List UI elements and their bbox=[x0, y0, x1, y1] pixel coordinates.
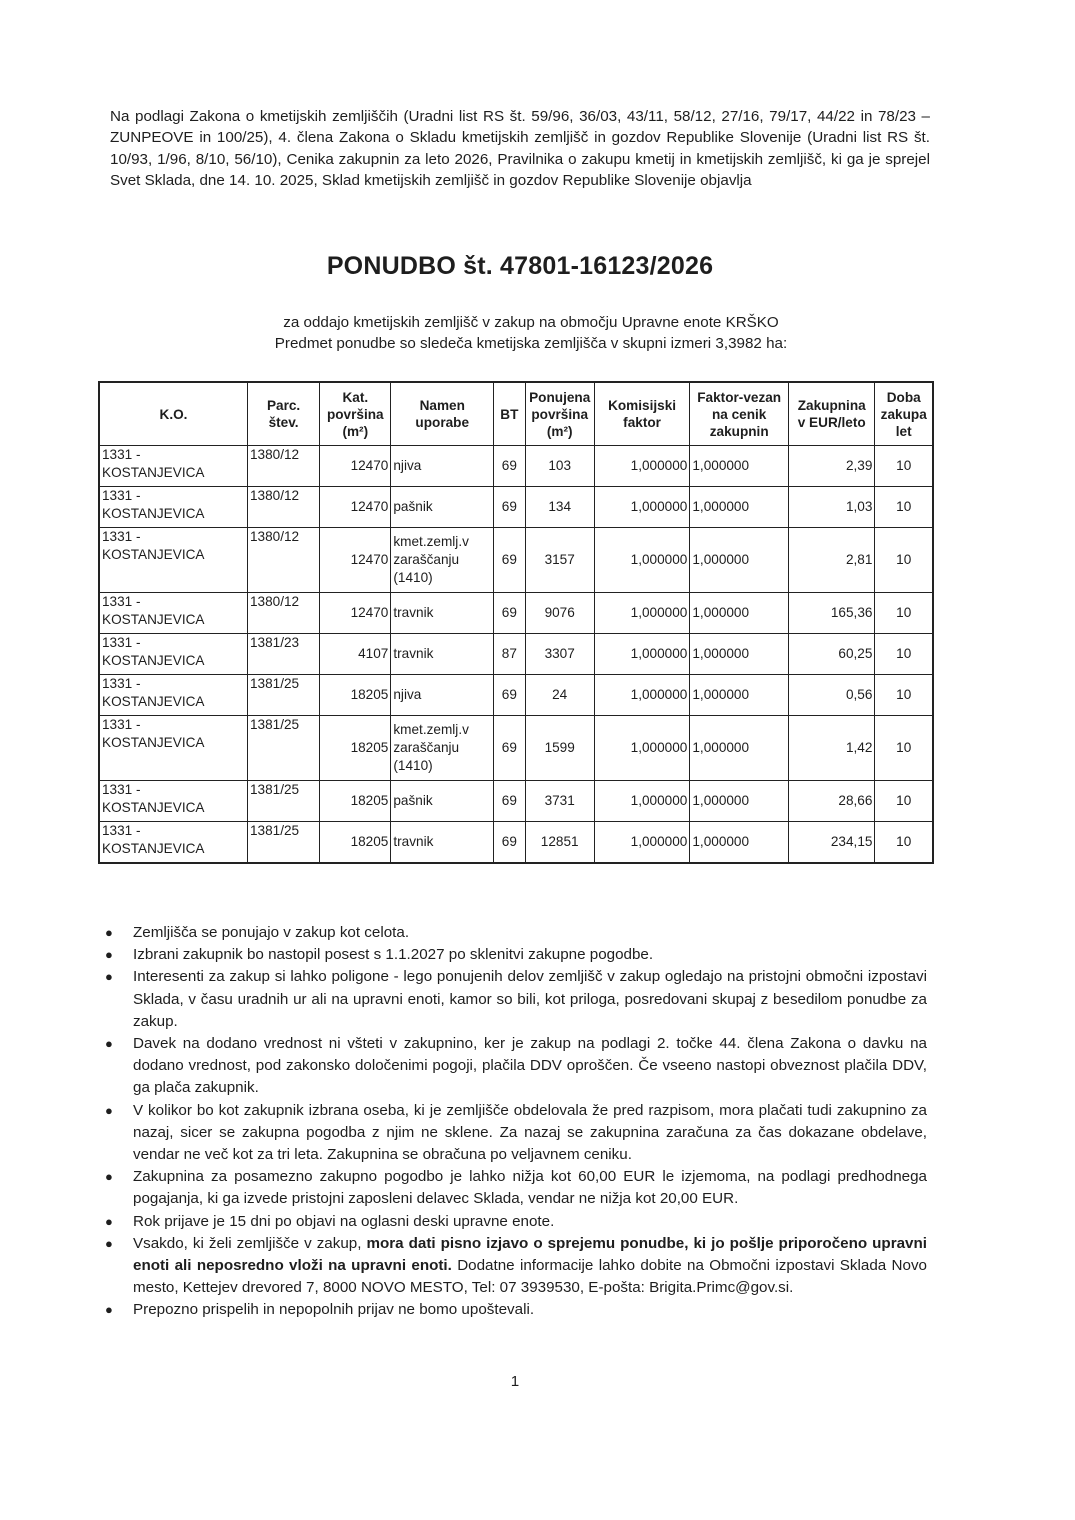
cell-namen: pašnik bbox=[391, 487, 494, 528]
bullet-icon: ● bbox=[105, 1213, 113, 1229]
cell-faktor: 1,000000 bbox=[690, 822, 789, 864]
bullet-icon: ● bbox=[105, 1302, 113, 1318]
cell-bt: 87 bbox=[494, 634, 526, 675]
list-item: ● V kolikor bo kot zakupnik izbrana oseba, ki je zemljišče obdelovala že pred razpisom, mora plačati tudi zakupnino za nazaj, sicer se zakupna pogodba z njim ne sklene. Za nazaj se zakupnina zaračuna za čas dokazane obdelave, vendar ne več kot za tri leta. Zakupnina se obračuna po veljavnem ceniku. bbox=[105, 1101, 927, 1164]
cell-namen: travnik bbox=[391, 634, 494, 675]
cell-parc: 1381/25 bbox=[247, 675, 319, 716]
cell-namen: pašnik bbox=[391, 781, 494, 822]
table-header-row bbox=[99, 382, 933, 446]
cell-parc: 1380/12 bbox=[247, 528, 319, 593]
header-doba: Doba zakupa let bbox=[875, 382, 933, 446]
cell-zakupnina: 234,15 bbox=[789, 822, 875, 864]
cell-ko: 1331 - KOSTANJEVICA bbox=[99, 593, 247, 634]
cell-ponujena: 3307 bbox=[525, 634, 594, 675]
cell-bt: 69 bbox=[494, 446, 526, 487]
cell-kat: 18205 bbox=[320, 716, 391, 781]
cell-zakupnina: 28,66 bbox=[789, 781, 875, 822]
list-item: ● Interesenti za zakup si lahko poligone - lego ponujenih delov zemljišč v zakup ogledajo na pristojni območni izpostavi Sklada, v času uradnih ur ali na upravni enoti, kamor so bili, kot priloga, posredovani skupaj z besedilom ponudbe za zakup. bbox=[105, 968, 927, 1030]
list-item: ● Zemljišča se ponujajo v zakup kot celota. bbox=[105, 922, 927, 944]
cell-bt: 69 bbox=[494, 528, 526, 593]
bullet-icon: ● bbox=[105, 1169, 113, 1185]
cell-zakupnina: 1,03 bbox=[789, 487, 875, 528]
cell-faktor: 1,000000 bbox=[690, 716, 789, 781]
cell-ponujena: 3157 bbox=[525, 528, 594, 593]
cell-komisijski: 1,000000 bbox=[594, 822, 690, 864]
cell-zakupnina: 1,42 bbox=[789, 716, 875, 781]
cell-zakupnina: 0,56 bbox=[789, 675, 875, 716]
table-row bbox=[99, 634, 933, 675]
cell-bt: 69 bbox=[494, 593, 526, 634]
cell-komisijski: 1,000000 bbox=[594, 487, 690, 528]
cell-ko: 1331 - KOSTANJEVICA bbox=[99, 528, 247, 593]
cell-doba: 10 bbox=[875, 593, 933, 634]
table-row bbox=[99, 528, 933, 593]
cell-ko: 1331 - KOSTANJEVICA bbox=[99, 716, 247, 781]
bullet-icon: ● bbox=[105, 1036, 113, 1052]
cell-ko: 1331 - KOSTANJEVICA bbox=[99, 781, 247, 822]
cell-faktor: 1,000000 bbox=[690, 487, 789, 528]
cell-bt: 69 bbox=[494, 675, 526, 716]
header-ponujena: Ponujena površina (m²) bbox=[525, 382, 594, 446]
cell-ko: 1331 - KOSTANJEVICA bbox=[99, 446, 247, 487]
cell-namen: travnik bbox=[391, 822, 494, 864]
cell-namen: kmet.zemlj.v zaraščanju (1410) bbox=[391, 528, 494, 593]
cell-kat: 18205 bbox=[320, 781, 391, 822]
cell-bt: 69 bbox=[494, 487, 526, 528]
table-row bbox=[99, 446, 933, 487]
cell-namen: travnik bbox=[391, 593, 494, 634]
document-title: PONUDBO št. 47801-16123/2026 bbox=[326, 252, 714, 280]
cell-zakupnina: 60,25 bbox=[789, 634, 875, 675]
cell-bt: 69 bbox=[494, 716, 526, 781]
cell-ponujena: 1599 bbox=[525, 716, 594, 781]
cell-parc: 1381/25 bbox=[247, 781, 319, 822]
page-number: 1 bbox=[510, 1373, 520, 1390]
cell-doba: 10 bbox=[875, 716, 933, 781]
cell-faktor: 1,000000 bbox=[690, 528, 789, 593]
table-row bbox=[99, 593, 933, 634]
cell-kat: 12470 bbox=[320, 487, 391, 528]
header-faktor: Faktor-vezan na cenik zakupnin bbox=[690, 382, 789, 446]
cell-faktor: 1,000000 bbox=[690, 446, 789, 487]
table-row bbox=[99, 781, 933, 822]
intro-paragraph: Na podlagi Zakona o kmetijskih zemljiščih (Uradni list RS št. 59/96, 36/03, 43/11, 58/12, 27/16, 79/17, 44/22 in 78/23 – ZUNPEOVE in 100/25), 4. člena Zakona o Skladu kmetijskih zemljišč in gozdov Republike Slovenije (Uradni list RS št. 10/93, 1/96, 8/10, 56/10), Cenika zakupnin za leto 2026, Pravilnika o zakupu kmetij in kmetijskih zemljišč, ki ga je sprejel Svet Sklada, dne 14. 10. 2025, Sklad kmetijskih zemljišč in gozdov Republike Slovenije objavlja bbox=[110, 108, 930, 190]
cell-ponujena: 12851 bbox=[525, 822, 594, 864]
cell-parc: 1381/25 bbox=[247, 822, 319, 864]
cell-faktor: 1,000000 bbox=[690, 781, 789, 822]
cell-faktor: 1,000000 bbox=[690, 634, 789, 675]
cell-komisijski: 1,000000 bbox=[594, 716, 690, 781]
cell-kat: 12470 bbox=[320, 593, 391, 634]
cell-ko: 1331 - KOSTANJEVICA bbox=[99, 634, 247, 675]
cell-ponujena: 134 bbox=[525, 487, 594, 528]
cell-ponujena: 103 bbox=[525, 446, 594, 487]
subtitle-line-1: za oddajo kmetijskih zemljišč v zakup na območju Upravne enote KRŠKO bbox=[283, 314, 779, 331]
cell-kat: 4107 bbox=[320, 634, 391, 675]
cell-zakupnina: 2,39 bbox=[789, 446, 875, 487]
list-item: ● Zakupnina za posamezno zakupno pogodbo je lahko nižja kot 60,00 EUR le izjemoma, na podlagi predhodnega pogajanja, ki ga izvede pristojni zaposleni delavec Sklada, vendar ne nižja kot 20,00 EUR. bbox=[105, 1168, 927, 1208]
header-kat-povrsina: Kat. površina (m²) bbox=[320, 382, 391, 446]
cell-ponujena: 24 bbox=[525, 675, 594, 716]
table-row bbox=[99, 487, 933, 528]
cell-parc: 1380/12 bbox=[247, 593, 319, 634]
cell-komisijski: 1,000000 bbox=[594, 446, 690, 487]
table-row bbox=[99, 822, 933, 864]
cell-doba: 10 bbox=[875, 675, 933, 716]
cell-namen: njiva bbox=[391, 446, 494, 487]
cell-zakupnina: 165,36 bbox=[789, 593, 875, 634]
cell-parc: 1381/23 bbox=[247, 634, 319, 675]
cell-ko: 1331 - KOSTANJEVICA bbox=[99, 487, 247, 528]
header-komisijski: Komisijski faktor bbox=[594, 382, 690, 446]
land-table bbox=[98, 381, 934, 864]
cell-namen: njiva bbox=[391, 675, 494, 716]
header-parc: Parc. štev. bbox=[247, 382, 319, 446]
cell-zakupnina: 2,81 bbox=[789, 528, 875, 593]
subtitle-line-2: Predmet ponudbe so sledeča kmetijska zemljišča v skupni izmeri 3,3982 ha: bbox=[274, 335, 788, 352]
list-item: ● Rok prijave je 15 dni po objavi na oglasni deski upravne enote. bbox=[105, 1211, 927, 1233]
cell-doba: 10 bbox=[875, 446, 933, 487]
cell-komisijski: 1,000000 bbox=[594, 634, 690, 675]
cell-ponujena: 3731 bbox=[525, 781, 594, 822]
table-row bbox=[99, 675, 933, 716]
bullet-icon: ● bbox=[105, 1235, 113, 1251]
cell-doba: 10 bbox=[875, 822, 933, 864]
cell-faktor: 1,000000 bbox=[690, 593, 789, 634]
bullet-icon: ● bbox=[105, 925, 113, 940]
bullet-icon: ● bbox=[105, 1102, 113, 1118]
cell-kat: 18205 bbox=[320, 675, 391, 716]
cell-komisijski: 1,000000 bbox=[594, 675, 690, 716]
list-item: ● Prepozno prispelih in nepopolnih prijav ne bomo upoštevali. bbox=[105, 1299, 927, 1321]
cell-komisijski: 1,000000 bbox=[594, 528, 690, 593]
cell-doba: 10 bbox=[875, 634, 933, 675]
header-namen: Namen uporabe bbox=[391, 382, 494, 446]
cell-ko: 1331 - KOSTANJEVICA bbox=[99, 675, 247, 716]
cell-parc: 1380/12 bbox=[247, 487, 319, 528]
bold-instruction: mora dati pisno izjavo o sprejemu ponudbe, ki jo pošlje priporočeno upravni enoti ali neposredno vloži na upravni enoti. bbox=[133, 1234, 928, 1275]
cell-doba: 10 bbox=[875, 781, 933, 822]
cell-namen: kmet.zemlj.v zaraščanju (1410) bbox=[391, 716, 494, 781]
cell-doba: 10 bbox=[875, 487, 933, 528]
cell-ko: 1331 - KOSTANJEVICA bbox=[99, 822, 247, 864]
cell-doba: 10 bbox=[875, 528, 933, 593]
header-bt: BT bbox=[494, 382, 526, 446]
cell-faktor: 1,000000 bbox=[690, 675, 789, 716]
cell-kat: 12470 bbox=[320, 528, 391, 593]
cell-komisijski: 1,000000 bbox=[594, 593, 690, 634]
cell-bt: 69 bbox=[494, 822, 526, 864]
table-row bbox=[99, 716, 933, 781]
cell-parc: 1380/12 bbox=[247, 446, 319, 487]
cell-kat: 18205 bbox=[320, 822, 391, 864]
cell-bt: 69 bbox=[494, 781, 526, 822]
bullet-icon: ● bbox=[105, 969, 113, 985]
list-item: ● Vsakdo, ki želi zemljišče v zakup, mora dati pisno izjavo o sprejemu ponudbe, ki jo pošlje priporočeno upravni enoti ali neposredno vloži na upravni enoti. Dodatne informacije lahko dobite na Območni izpostavi Sklada Novo mesto, Kettejev drevored 7, 8000 NOVO MESTO, Tel: 07 3939530, E-pošta: Brigita.Primc@gov.si. bbox=[105, 1234, 928, 1297]
conditions-list bbox=[105, 922, 927, 1322]
list-item: ● Izbrani zakupnik bo nastopil posest s 1.1.2027 po sklenitvi zakupne pogodbe. bbox=[105, 944, 927, 966]
cell-kat: 12470 bbox=[320, 446, 391, 487]
bullet-icon: ● bbox=[105, 947, 113, 963]
cell-ponujena: 9076 bbox=[525, 593, 594, 634]
header-ko: K.O. bbox=[99, 382, 247, 446]
list-item: ● Davek na dodano vrednost ni všteti v zakupnino, ker je zakup na podlagi 2. točke 44. člena Zakona o davku na dodano vrednost, pod zakonsko določenimi pogoji, plačila DDV oproščen. Če vseeno nastopi obveznost plačila DDV, ga plača zakupnik. bbox=[105, 1035, 927, 1097]
cell-parc: 1381/25 bbox=[247, 716, 319, 781]
header-zakupnina: Zakupnina v EUR/leto bbox=[789, 382, 875, 446]
cell-komisijski: 1,000000 bbox=[594, 781, 690, 822]
subtitle bbox=[0, 312, 1062, 354]
